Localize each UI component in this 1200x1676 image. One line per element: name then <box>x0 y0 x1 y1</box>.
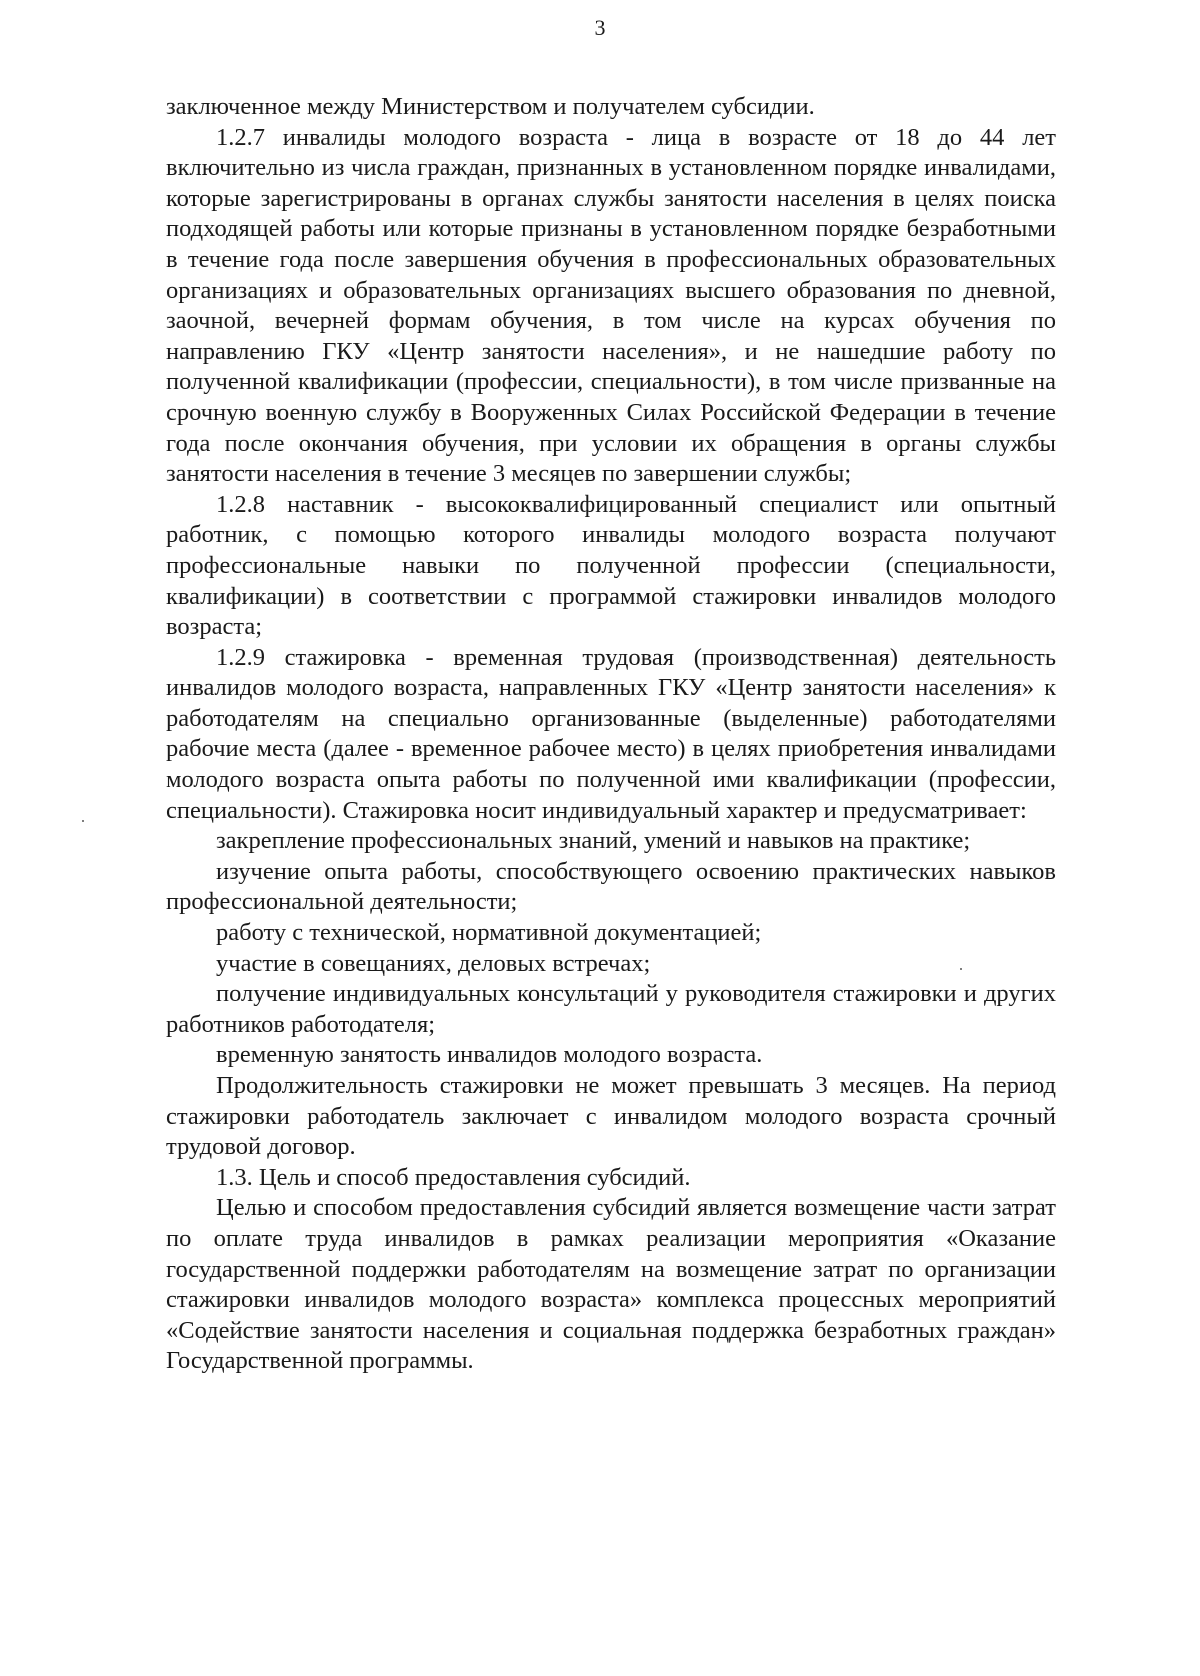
internship-item-consultations: получение индивидуальных консультаций у руководителя стажировки и других работников работодателя; <box>166 980 1056 1038</box>
internship-item-meetings: участие в совещаниях, деловых встречах; <box>216 949 651 977</box>
internship-item-experience: изучение опыта работы, способствующего освоению практических навыков профессиональной деятельности; <box>166 857 1056 916</box>
scan-speck <box>960 968 962 970</box>
scan-speck <box>82 820 84 822</box>
internship-item-employment: временную занятость инвалидов молодого возраста. <box>216 1041 763 1069</box>
paragraph-definition-1-2-7: 1.2.7 инвалиды молодого возраста - лица в возрасте от 18 до 44 лет включительно из числа граждан, признанных в установленном порядке инвалидами, которые зарегистрированы в органах службы занятости населения в целях поиска подходящей работы или которые признаны в установленном порядке безработными в течение года после завершения обучения в профессиональных образовательных организациях и образовательных организациях высшего образования по дневной, заочной, вечерней формам обучения, в том числе на курсах обучения по направлению ГКУ «Центр занятости населения», и не нашедшие работу по полученной квалификации (профессии, специальности), в том числе призванные на срочную военную службу в Вооруженных Силах Российской Федерации в течение года после окончания обучения, при условии их обращения в органы службы занятости населения в течение 3 месяцев по завершении службы; <box>166 123 1056 488</box>
section-heading-1-3: 1.3. Цель и способ предоставления субсидий. <box>216 1163 691 1191</box>
paragraph-internship-duration: Продолжительность стажировки не может превышать 3 месяцев. На период стажировки работодатель заключает с инвалидом молодого возраста срочный трудовой договор. <box>166 1072 1056 1161</box>
paragraph-subsidy-purpose: Целью и способом предоставления субсидий является возмещение части затрат по оплате труда инвалидов в рамках реализации мероприятия «Оказание государственной поддержки работодателям на возмещение затрат по организации стажировки инвалидов молодого возраста» комплекса процессных мероприятий «Содействие занятости населения и социальная поддержка безработных граждан» Государственной программы. <box>166 1194 1056 1375</box>
page-number: 3 <box>594 15 606 40</box>
internship-item-documentation: работу с технической, нормативной документацией; <box>216 919 762 947</box>
paragraph-definition-1-2-8: 1.2.8 наставник - высококвалифицированный специалист или опытный работник, с помощью которого инвалиды молодого возраста получают профессиональные навыки по полученной профессии (специальности, квалификации) в соответствии с программой стажировки инвалидов молодого возраста; <box>166 490 1056 641</box>
paragraph-continuation: заключенное между Министерством и получателем субсидии. <box>166 93 815 120</box>
document-body <box>166 92 1056 1377</box>
paragraph-definition-1-2-9: 1.2.9 стажировка - временная трудовая (производственная) деятельность инвалидов молодого возраста, направленных ГКУ «Центр занятости населения» к работодателям на специально организованные (выделенные) работодателями рабочие места (далее - временное рабочее место) в целях приобретения инвалидами молодого возраста опыта работы по полученной ими квалификации (профессии, специальности). Стажировка носит индивидуальный характер и предусматривает: <box>166 643 1056 824</box>
internship-item-consolidation: закрепление профессиональных знаний, умений и навыков на практике; <box>216 827 971 855</box>
